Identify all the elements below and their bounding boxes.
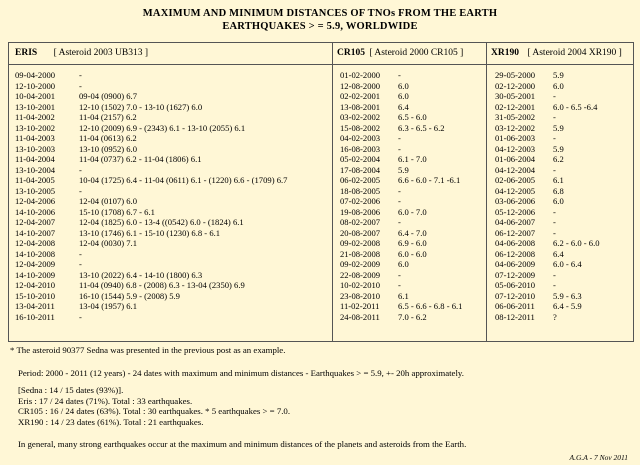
eris-date: 13-10-2001 (15, 101, 56, 112)
cr105-earthquakes: - (398, 280, 401, 290)
cr105-earthquakes: 6.0 - 6.0 (398, 248, 427, 259)
eris-earthquakes: - (79, 164, 82, 175)
xr190-desc: [ Asteroid 2004 XR190 ] (527, 48, 622, 58)
xr190-earthquakes: 6.1 (553, 175, 564, 185)
eris-date: 11-04-2004 (15, 154, 55, 164)
cr105-earthquakes: 6.5 - 6.6 - 6.8 - 6.1 (398, 301, 463, 311)
eris-row (15, 144, 287, 155)
eris-earthquakes: 16-10 (1544) 5.9 - (2008) 5.9 (79, 290, 180, 301)
cr105-date: 13-08-2001 (340, 101, 381, 112)
xr190-earthquakes: - (553, 112, 556, 122)
xr190-date: 03-06-2006 (495, 196, 536, 206)
eris-earthquakes: 13-10 (1746) 6.1 - 15-10 (1230) 6.8 - 6.1 (79, 227, 221, 238)
eris-row (15, 280, 287, 291)
eris-date: 12-04-2007 (15, 217, 56, 227)
xr190-date: 05-12-2006 (495, 206, 536, 217)
xr190-earthquakes: 6.0 - 6.4 (553, 259, 582, 269)
eris-earthquakes: - (79, 248, 82, 259)
title-line-1: MAXIMUM AND MINIMUM DISTANCES OF TNOs FROM THE EARTH (142, 8, 498, 19)
eris-row (15, 291, 287, 302)
eris-date: 13-10-2002 (15, 122, 56, 133)
eris-date: 10-04-2001 (15, 91, 56, 101)
eris-row (15, 259, 287, 270)
xr190-earthquakes: 6.2 (553, 154, 564, 164)
xr190-date: 02-12-2000 (495, 80, 536, 91)
eris-row (15, 270, 287, 281)
cr105-row (340, 112, 462, 123)
xr190-row (495, 154, 600, 165)
xr190-earthquakes: ? (553, 311, 557, 322)
cr105-row (340, 186, 462, 197)
eris-date: 13-04-2011 (15, 301, 55, 311)
eris-date: 11-04-2002 (15, 112, 55, 122)
eris-date: 11-04-2005 (15, 175, 55, 185)
eris-date: 13-10-2004 (15, 164, 56, 175)
xr190-earthquakes: 5.9 (553, 122, 564, 133)
xr190-row (495, 91, 600, 102)
eris-earthquakes: 11-04 (2157) 6.2 (79, 112, 137, 122)
xr190-row (495, 217, 600, 228)
eris-row (15, 228, 287, 239)
cr105-date: 18-08-2005 (340, 185, 381, 196)
eris-row (15, 165, 287, 176)
eris-earthquakes: - (79, 70, 82, 80)
cr105-date: 01-02-2000 (340, 70, 381, 80)
cr105-date: 17-08-2004 (340, 164, 381, 175)
eris-date: 15-10-2010 (15, 290, 56, 301)
eris-date: 16-10-2011 (15, 311, 55, 322)
cr105-date: 08-02-2007 (340, 217, 381, 227)
xr190-earthquakes: - (553, 206, 556, 217)
xr190-date: 04-12-2004 (495, 164, 536, 175)
xr190-earthquakes: 6.0 - 6.5 -6.4 (553, 101, 598, 112)
eris-row (15, 133, 287, 144)
xr190-row (495, 280, 600, 291)
xr190-row (495, 291, 600, 302)
cr105-row (340, 270, 462, 281)
eris-date: 12-04-2010 (15, 280, 56, 290)
cr105-date: 09-02-2009 (340, 259, 381, 269)
eris-row (15, 112, 287, 123)
xr190-earthquakes: - (553, 217, 556, 227)
cr105-date: 09-02-2008 (340, 238, 381, 248)
xr190-column (495, 70, 600, 322)
eris-name: ERIS (15, 48, 38, 58)
cr105-earthquakes: - (398, 196, 401, 206)
cr105-row (340, 154, 462, 165)
eris-row (15, 312, 287, 323)
xr190-earthquakes: 6.8 (553, 185, 564, 196)
cr105-date: 11-02-2011 (340, 301, 380, 311)
eris-earthquakes: 12-10 (2009) 6.9 - (2343) 6.1 - 13-10 (2055) 6.1 (79, 122, 246, 133)
column-divider-2 (486, 43, 487, 341)
cr105-row (340, 133, 462, 144)
cr105-row (340, 91, 462, 102)
xr190-date: 01-06-2004 (495, 154, 536, 164)
cr105-row (340, 123, 462, 134)
eris-row (15, 70, 287, 81)
eris-row (15, 207, 287, 218)
xr190-date: 04-12-2003 (495, 143, 536, 154)
xr190-date: 02-12-2001 (495, 101, 536, 112)
cr105-earthquakes: 6.3 - 6.5 - 6.2 (398, 122, 445, 133)
cr105-row (340, 249, 462, 260)
header-divider (9, 64, 633, 65)
cr105-name: CR105 (337, 48, 365, 58)
xr190-row (495, 175, 600, 186)
xr190-row (495, 249, 600, 260)
cr105-date: 02-02-2001 (340, 91, 381, 101)
cr105-row (340, 291, 462, 302)
cr105-date: 16-08-2003 (340, 143, 381, 154)
xr190-date: 29-05-2000 (495, 70, 536, 80)
cr105-header (337, 48, 463, 58)
eris-earthquakes: 13-10 (2022) 6.4 - 14-10 (1800) 6.3 (79, 269, 203, 280)
cr105-date: 03-02-2002 (340, 112, 381, 122)
xr190-date: 08-12-2011 (495, 311, 535, 322)
cr105-earthquakes: 6.5 - 6.0 (398, 112, 427, 122)
xr190-earthquakes: 5.9 (553, 143, 564, 154)
note-sedna-previous: * The asteroid 90377 Sedna was presented in the previous post as an example. (10, 345, 286, 355)
xr190-earthquakes: - (553, 133, 556, 143)
xr190-date: 02-06-2005 (495, 175, 536, 185)
cr105-date: 23-08-2010 (340, 290, 381, 301)
eris-row (15, 301, 287, 312)
xr190-earthquakes: 6.2 - 6.0 - 6.0 (553, 238, 600, 248)
eris-row (15, 238, 287, 249)
cr105-earthquakes: - (398, 185, 401, 196)
xr190-row (495, 312, 600, 323)
cr105-earthquakes: 7.0 - 6.2 (398, 311, 427, 322)
cr105-earthquakes: 6.1 (398, 290, 409, 301)
eris-date: 12-04-2008 (15, 238, 56, 248)
eris-desc: [ Asteroid 2003 UB313 ] (53, 48, 149, 58)
cr105-earthquakes: 5.9 (398, 164, 409, 175)
eris-earthquakes: 10-04 (1725) 6.4 - 11-04 (0611) 6.1 - (1220) 6.6 - (1709) 6.7 (79, 175, 288, 185)
eris-earthquakes: - (79, 185, 82, 196)
eris-row (15, 102, 287, 113)
eris-row (15, 91, 287, 102)
cr105-row (340, 165, 462, 176)
eris-date: 12-10-2000 (15, 80, 56, 91)
eris-column (15, 70, 287, 322)
cr105-row (340, 196, 462, 207)
xr190-row (495, 102, 600, 113)
xr190-earthquakes: 5.9 - 6.3 (553, 290, 582, 301)
xr190-row (495, 81, 600, 92)
cr105-earthquakes: - (398, 217, 401, 227)
cr105-earthquakes: 6.4 (398, 101, 409, 112)
eris-earthquakes: 13-10 (0952) 6.0 (79, 143, 137, 154)
cr105-desc: [ Asteroid 2000 CR105 ] (369, 48, 464, 58)
cr105-row (340, 102, 462, 113)
eris-earthquakes: - (79, 80, 82, 91)
note-period: Period: 2000 - 2011 (12 years) - 24 dates with maximum and minimum distances - Earthquakes > = 5.9, +- 20h approximately. (18, 367, 464, 378)
eris-date: 14-10-2006 (15, 206, 56, 217)
cr105-date: 10-02-2010 (340, 280, 381, 290)
xr190-row (495, 133, 600, 144)
cr105-row (340, 144, 462, 155)
xr190-date: 04-06-2009 (495, 259, 536, 269)
eris-date: 12-04-2009 (15, 259, 56, 269)
xr190-date: 03-12-2002 (495, 122, 536, 133)
cr105-date: 05-02-2004 (340, 154, 381, 164)
cr105-earthquakes: 6.0 - 7.0 (398, 206, 427, 217)
xr190-earthquakes: - (553, 280, 556, 290)
xr190-row (495, 165, 600, 176)
cr105-row (340, 70, 462, 81)
xr190-name: XR190 (491, 48, 519, 58)
xr190-date: 06-12-2008 (495, 248, 536, 259)
xr190-earthquakes: - (553, 269, 556, 280)
eris-date: 11-04-2003 (15, 133, 55, 143)
xr190-earthquakes: 6.0 (553, 196, 564, 206)
cr105-row (340, 207, 462, 218)
cr105-date: 20-08-2007 (340, 227, 381, 238)
column-divider-1 (332, 43, 333, 341)
cr105-row (340, 312, 462, 323)
eris-date: 09-04-2000 (15, 70, 56, 80)
xr190-row (495, 186, 600, 197)
cr105-earthquakes: 6.4 - 7.0 (398, 227, 427, 238)
eris-date: 14-10-2009 (15, 269, 56, 280)
xr190-earthquakes: - (553, 164, 556, 175)
cr105-earthquakes: 6.6 - 6.0 - 7.1 -6.1 (398, 175, 461, 185)
xr190-row (495, 228, 600, 239)
xr190-date: 30-05-2001 (495, 91, 536, 101)
cr105-row (340, 81, 462, 92)
eris-row (15, 249, 287, 260)
cr105-date: 21-08-2008 (340, 248, 381, 259)
xr190-earthquakes: - (553, 91, 556, 101)
xr190-date: 06-06-2011 (495, 301, 535, 311)
cr105-earthquakes: 6.9 - 6.0 (398, 238, 427, 248)
note-cr105-stats: CR105 : 16 / 24 dates (63%). Total : 30 earthquakes. * 5 earthquakes > = 7.0. (18, 406, 291, 416)
cr105-date: 15-08-2002 (340, 122, 381, 133)
cr105-earthquakes: 6.1 - 7.0 (398, 154, 427, 164)
eris-date: 12-04-2006 (15, 196, 56, 206)
eris-row (15, 81, 287, 92)
eris-earthquakes: - (79, 311, 82, 322)
eris-earthquakes: 12-04 (0030) 7.1 (79, 238, 137, 248)
notes-section (8, 345, 634, 450)
xr190-earthquakes: 6.4 (553, 248, 564, 259)
xr190-row (495, 112, 600, 123)
eris-row (15, 196, 287, 207)
data-table (8, 42, 634, 342)
cr105-earthquakes: - (398, 133, 401, 143)
note-eris-stats: Eris : 17 / 24 dates (71%). Total : 33 earthquakes. (18, 395, 193, 406)
note-general: In general, many strong earthquakes occur at the maximum and minimum distances of the planets and asteroids from the Earth. (18, 439, 467, 449)
eris-earthquakes: 12-10 (1502) 7.0 - 13-10 (1627) 6.0 (79, 101, 203, 112)
xr190-earthquakes: 6.4 - 5.9 (553, 301, 582, 311)
cr105-date: 06-02-2005 (340, 175, 381, 185)
cr105-date: 04-02-2003 (340, 133, 381, 143)
xr190-row (495, 238, 600, 249)
eris-earthquakes: 12-04 (0107) 6.0 (79, 196, 137, 206)
xr190-date: 04-06-2008 (495, 238, 536, 248)
eris-date: 13-10-2003 (15, 143, 56, 154)
cr105-row (340, 280, 462, 291)
xr190-row (495, 259, 600, 270)
cr105-date: 24-08-2011 (340, 311, 380, 322)
eris-earthquakes: 11-04 (0737) 6.2 - 11-04 (1806) 6.1 (79, 154, 202, 164)
xr190-row (495, 270, 600, 281)
xr190-date: 04-06-2007 (495, 217, 536, 227)
eris-earthquakes: 11-04 (0613) 6.2 (79, 133, 137, 143)
cr105-date: 07-02-2006 (340, 196, 381, 206)
eris-row (15, 154, 287, 165)
eris-row (15, 123, 287, 134)
cr105-row (340, 175, 462, 186)
xr190-row (495, 123, 600, 134)
xr190-row (495, 70, 600, 81)
xr190-row (495, 301, 600, 312)
signature: A.G.A - 7 Nov 2011 (569, 453, 628, 462)
eris-row (15, 186, 287, 197)
cr105-row (340, 301, 462, 312)
eris-earthquakes: 11-04 (0940) 6.8 - (2008) 6.3 - 13-04 (2350) 6.9 (79, 280, 245, 290)
cr105-row (340, 217, 462, 228)
eris-date: 13-10-2005 (15, 185, 56, 196)
eris-header (15, 48, 148, 58)
cr105-earthquakes: 6.0 (398, 259, 409, 269)
cr105-earthquakes: 6.0 (398, 91, 409, 101)
cr105-earthquakes: - (398, 70, 401, 80)
cr105-date: 12-08-2000 (340, 80, 381, 91)
cr105-row (340, 238, 462, 249)
xr190-earthquakes: 5.9 (553, 70, 564, 80)
eris-earthquakes: 13-04 (1957) 6.1 (79, 301, 137, 311)
note-sedna-stats: [Sedna : 14 / 15 dates (93%)]. (18, 385, 124, 395)
xr190-date: 07-12-2010 (495, 290, 536, 301)
cr105-earthquakes: - (398, 269, 401, 280)
eris-earthquakes: - (79, 259, 82, 269)
xr190-date: 06-12-2007 (495, 227, 536, 238)
xr190-date: 04-12-2005 (495, 185, 536, 196)
xr190-date: 31-05-2002 (495, 112, 536, 122)
xr190-row (495, 196, 600, 207)
eris-earthquakes: 09-04 (0900) 6.7 (79, 91, 137, 101)
eris-row (15, 175, 287, 186)
cr105-column (340, 70, 462, 322)
cr105-date: 19-08-2006 (340, 206, 381, 217)
cr105-earthquakes: 6.0 (398, 80, 409, 91)
title-line-2: EARTHQUAKES > = 5.9, WORLDWIDE (222, 21, 418, 32)
eris-date: 14-10-2008 (15, 248, 56, 259)
xr190-date: 07-12-2009 (495, 269, 536, 280)
xr190-date: 01-06-2003 (495, 133, 536, 143)
xr190-row (495, 144, 600, 155)
xr190-row (495, 207, 600, 218)
xr190-earthquakes: - (553, 227, 556, 238)
cr105-row (340, 228, 462, 239)
cr105-row (340, 259, 462, 270)
eris-row (15, 217, 287, 228)
cr105-date: 22-08-2009 (340, 269, 381, 280)
xr190-header (491, 48, 622, 58)
eris-earthquakes: 12-04 (1825) 6.0 - 13-4 ((0542) 6.0 - (1824) 6.1 (79, 217, 244, 227)
xr190-date: 05-06-2010 (495, 280, 536, 290)
xr190-earthquakes: 6.0 (553, 80, 564, 91)
note-xr190-stats: XR190 : 14 / 23 dates (61%). Total : 21 earthquakes. (18, 416, 204, 427)
cr105-earthquakes: - (398, 143, 401, 154)
eris-earthquakes: 15-10 (1708) 6.7 - 6.1 (79, 206, 155, 217)
page-title (0, 7, 640, 33)
eris-date: 14-10-2007 (15, 227, 56, 238)
